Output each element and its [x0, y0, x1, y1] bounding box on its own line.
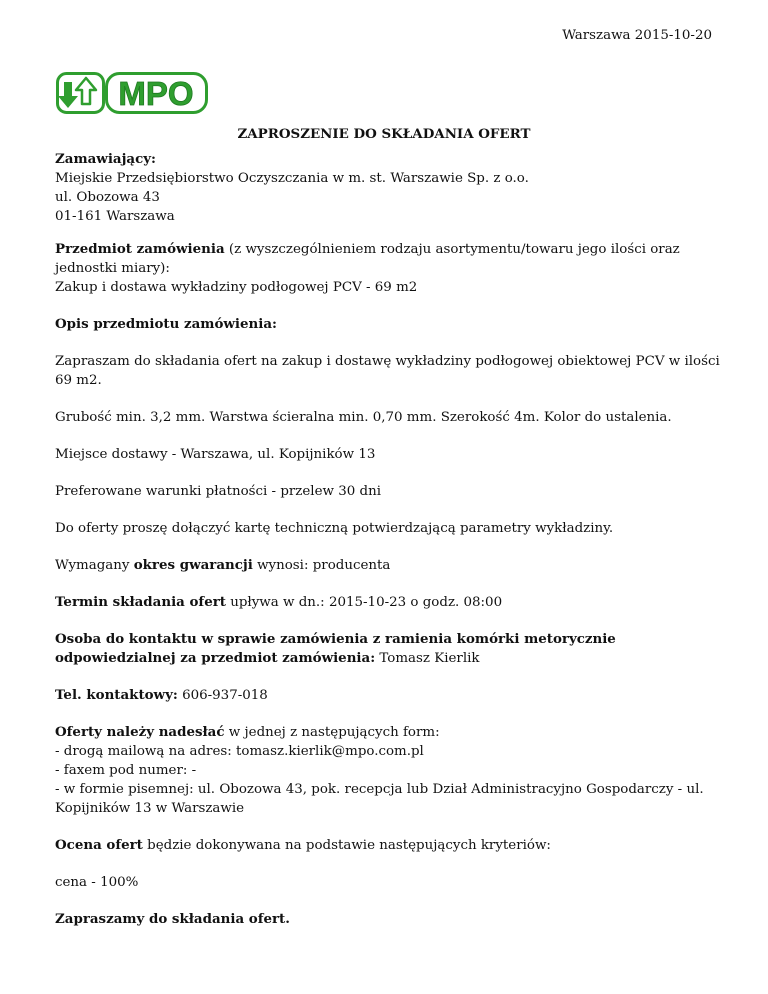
evaluation-criteria: cena - 100% — [55, 875, 139, 890]
ordering-party-city: 01-161 Warszawa — [55, 209, 175, 224]
ordering-party-name: Miejskie Przedsiębiorstwo Oczyszczania w m. st. Warszawie Sp. z o.o. — [55, 171, 529, 186]
document-date: Warszawa 2015-10-20 — [562, 28, 712, 43]
order-subject-value: Zakup i dostawa wykładziny podłogowej PCV - 69 m2 — [55, 280, 418, 295]
logo-text: MPO — [118, 75, 194, 112]
contact-person-name: Tomasz Kierlik — [375, 651, 480, 666]
order-subject-note: (z wyszczególnieniem rodzaju asortymentu/towaru jego ilości oraz jednostki miary): — [55, 242, 680, 276]
description-label: Opis przedmiotu zamówienia: — [55, 316, 277, 332]
document-title: ZAPROSZENIE DO SKŁADANIA OFERT — [237, 126, 531, 142]
contact-person-paragraph — [55, 630, 720, 668]
description-paragraph: Zapraszam do składania ofert na zakup i dostawę wykładziny podłogowej obiektowej PCV w ilości 69 m2. — [55, 354, 720, 388]
submission-methods-section — [55, 723, 720, 818]
deadline-paragraph — [55, 593, 720, 612]
closing-text: Zapraszamy do składania ofert. — [55, 911, 290, 927]
order-subject-section — [55, 240, 720, 297]
closing-paragraph — [55, 910, 720, 929]
ordering-party-label: Zamawiający: — [55, 151, 156, 167]
evaluation-text: będzie dokonywana na podstawie następujących kryteriów: — [142, 838, 551, 853]
submission-fax: - faxem pod numer: - — [55, 763, 197, 778]
warranty-label: okres gwarancji — [133, 557, 253, 573]
description-heading — [55, 315, 720, 334]
phone-label: Tel. kontaktowy: — [55, 687, 178, 703]
deadline-label: Termin składania ofert — [55, 594, 226, 610]
ordering-party-street: ul. Obozowa 43 — [55, 190, 160, 205]
submission-label: Oferty należy nadesłać — [55, 724, 225, 740]
evaluation-label: Ocena ofert — [55, 837, 143, 853]
submission-written: - w formie pisemnej: ul. Obozowa 43, pok. recepcja lub Dział Administracyjno Gospodarczy - ul. Kopijników 13 w Warszawie — [55, 782, 704, 816]
mpo-logo — [56, 72, 208, 114]
phone-paragraph — [55, 686, 720, 705]
payment-terms-paragraph: Preferowane warunki płatności - przelew 30 dni — [55, 484, 381, 499]
submission-intro: w jednej z następujących form: — [224, 725, 440, 740]
warranty-value: wynosi: producenta — [252, 558, 391, 573]
phone-value: 606-937-018 — [177, 688, 268, 703]
ordering-party-section — [55, 150, 720, 226]
submission-email: - drogą mailową na adres: tomasz.kierlik@mpo.com.pl — [55, 744, 424, 759]
attachment-paragraph: Do oferty proszę dołączyć kartę techniczną potwierdzającą parametry wykładziny. — [55, 521, 614, 536]
document-body — [55, 150, 720, 947]
warranty-prefix: Wymagany — [55, 558, 134, 573]
deadline-value: upływa w dn.: 2015-10-23 o godz. 08:00 — [225, 595, 503, 610]
warranty-paragraph — [55, 556, 720, 575]
evaluation-paragraph — [55, 836, 720, 855]
specification-paragraph: Grubość min. 3,2 mm. Warstwa ścieralna min. 0,70 mm. Szerokość 4m. Kolor do ustalenia. — [55, 410, 672, 425]
order-subject-label: Przedmiot zamówienia — [55, 241, 225, 257]
delivery-place-paragraph: Miejsce dostawy - Warszawa, ul. Kopijników 13 — [55, 447, 376, 462]
contact-person-label: Osoba do kontaktu w sprawie zamówienia z ramienia komórki metorycznie odpowiedzialnej za przedmiot zamówienia: — [55, 631, 616, 666]
